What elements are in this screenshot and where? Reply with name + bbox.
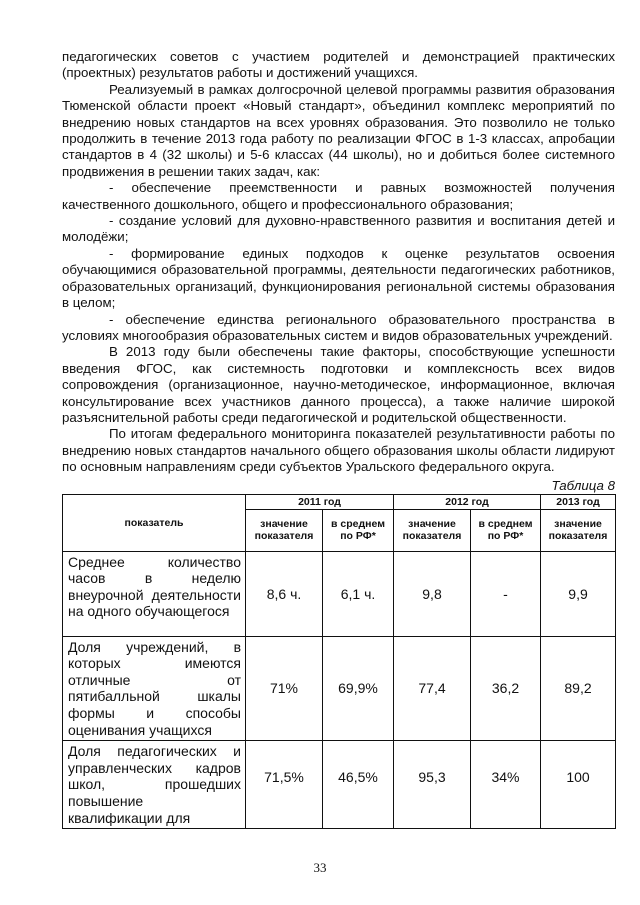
row-label: Доля учреждений, в которых имеются отличные от пятибалльной шкалы формы и способы оценивания учащихся — [63, 636, 246, 741]
row-label: Доля педагогических и управленческих кадров школ, прошедших повышение квалификации для — [63, 741, 246, 829]
header-value-2012: значение показателя — [394, 509, 471, 551]
table-row — [63, 741, 616, 829]
paragraph-federal-monitoring: По итогам федерального мониторинга показателей результативности работы по внедрению новых стандартов начального общего образования школы области лидируют по основным направлениям среди субъектов Уральского федерального округа. — [62, 426, 615, 475]
task-item-educational-space: - обеспечение единства регионального образовательного пространства в условиях многообразия образовательных систем и видов образовательных учреждений. — [62, 311, 615, 343]
cell-value-2012: 77,4 — [394, 636, 471, 741]
cell-value-2011: 8,6 ч. — [246, 551, 323, 636]
table-caption: Таблица 8 — [551, 477, 615, 493]
cell-value-2013: 89,2 — [541, 636, 616, 741]
task-item-assessment-approaches: - формирование единых подходов к оценке результатов освоения обучающимися образовательной программы, деятельности педагогических работников, образовательных организаций, функционирования региональной системы образования в целом; — [62, 245, 615, 311]
header-year-2012: 2012 год — [394, 494, 541, 509]
cell-avg-rf-2012: 36,2 — [471, 636, 541, 741]
cell-value-2012: 9,8 — [394, 551, 471, 636]
cell-avg-rf-2011: 6,1 ч. — [323, 551, 394, 636]
header-avg-rf-2012: в среднем по РФ* — [471, 509, 541, 551]
row-label: Среднее количество часов в неделю внеурочной деятельности на одного обучающегося — [63, 551, 246, 636]
cell-value-2013: 100 — [541, 741, 616, 829]
table-header-row-years — [63, 494, 616, 509]
cell-value-2011: 71% — [246, 636, 323, 741]
results-table — [62, 494, 616, 830]
task-item-continuity: - обеспечение преемственности и равных возможностей получения качественного дошкольного, общего и профессионального образования; — [62, 180, 615, 212]
header-indicator: показатель — [63, 494, 246, 551]
cell-avg-rf-2012: 34% — [471, 741, 541, 829]
table-row — [63, 636, 616, 741]
header-year-2013: 2013 год — [541, 494, 616, 509]
cell-value-2012: 95,3 — [394, 741, 471, 829]
paragraph-new-standard-project: Реализуемый в рамках долгосрочной целевой программы развития образования Тюменской области проект «Новый стандарт», объединил комплекс мероприятий по внедрению новых стандартов на всех уровнях образования. Это позволило не только продолжить в течение 2013 года работу по реализации ФГОС в 1-3 классах, апробации стандартов в 4 (32 школы) и 5-6 классах (44 школы), но и добиться более системного продвижения в решении таких задач, как: — [62, 81, 615, 179]
table-row — [63, 551, 616, 636]
header-year-2011: 2011 год — [246, 494, 394, 509]
header-value-2011: значение показателя — [246, 509, 323, 551]
cell-avg-rf-2012: - — [471, 551, 541, 636]
cell-value-2013: 9,9 — [541, 551, 616, 636]
paragraph-success-factors: В 2013 году были обеспечены такие факторы, способствующие успешности введения ФГОС, как системность подготовки и комплексность всех видов сопровождения (организационное, научно-методическое, информационное, включая консультирование всех участников данного процесса), а также наличие широкой разъяснительной работы среди педагогической и родительской общественности. — [62, 344, 615, 425]
document-page — [62, 49, 615, 829]
cell-avg-rf-2011: 46,5% — [323, 741, 394, 829]
header-value-2013: значение показателя — [541, 509, 616, 551]
cell-value-2011: 71,5% — [246, 741, 323, 829]
cell-avg-rf-2011: 69,9% — [323, 636, 394, 741]
header-avg-rf-2011: в среднем по РФ* — [323, 509, 394, 551]
task-item-spiritual-development: - создание условий для духовно-нравственного развития и воспитания детей и молодёжи; — [62, 213, 615, 245]
paragraph-continuation: педагогических советов с участием родителей и демонстрацией практических (проектных) результатов работы и достижений учащихся. — [62, 49, 615, 81]
page-number: 33 — [313, 860, 327, 875]
